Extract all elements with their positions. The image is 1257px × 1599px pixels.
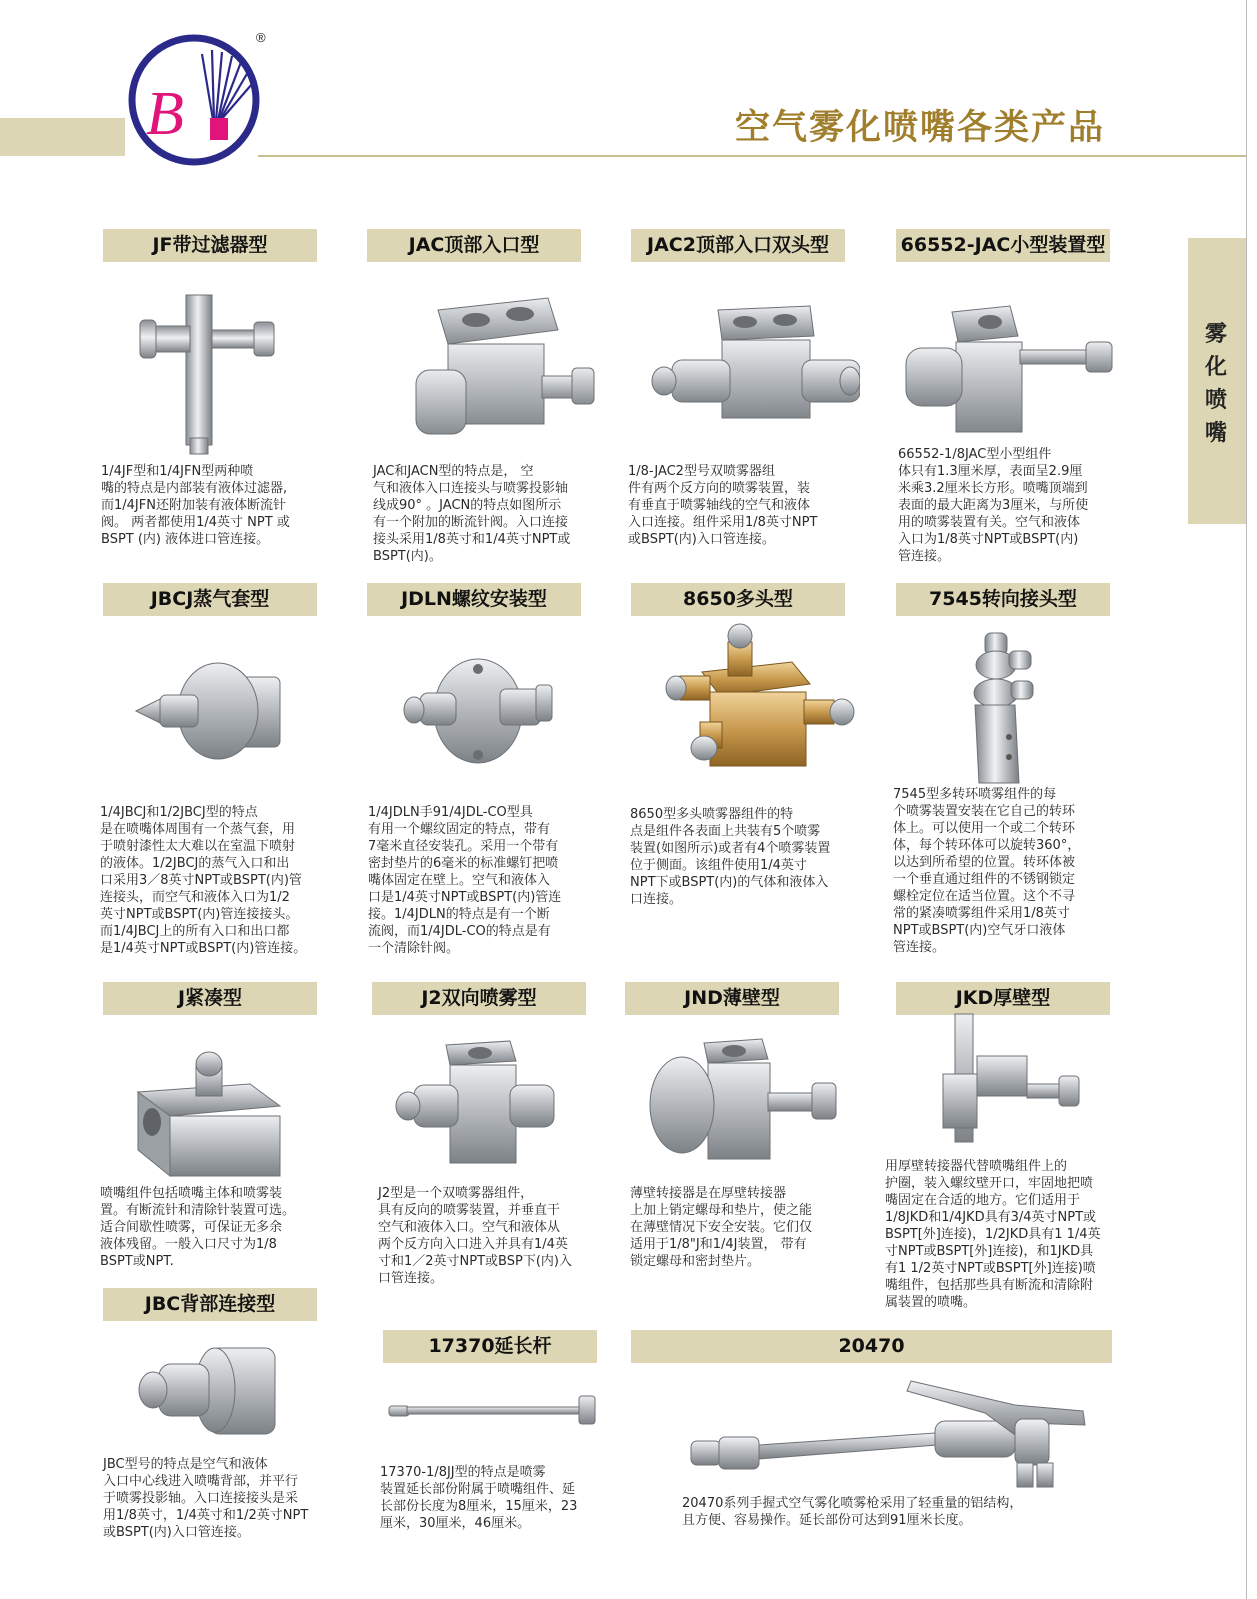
desc-20470: 20470系列手握式空气雾化喷雾枪采用了轻重量的铝结构， 且方便、容易操作。延长部份可达到91厘米长度。 [682, 1496, 1023, 1528]
j-compact-image [130, 1050, 290, 1180]
desc-jac2: 1/8-JAC2型号双喷雾器组 件有两个反方向的喷雾装置，装 有垂直于喷雾轴线的空气和液体 入口连接。组件采用1/8英寸NPT 或BSPT(内)入口管连接。 [628, 464, 818, 547]
section-title-jdln: JDLN螺纹安装型 [367, 583, 581, 616]
page-edge-line [1246, 0, 1247, 1599]
section-title-jbc: JBC背部连接型 [103, 1288, 317, 1321]
desc-jac: JAC和JACN型的特点是， 空 气和液体入口连接头与喷雾投影轴 线成90° 。JACN的特点如图所示 有一个附加的断流针阀。入口连接 接头采用1/8英寸和1/4英寸NPT或 BSPT(内)。 [373, 464, 571, 564]
section-title-20470: 20470 [631, 1330, 1112, 1363]
section-title-66552: 66552-JAC小型装置型 [896, 229, 1110, 262]
section-title-jkd: JKD厚壁型 [896, 982, 1110, 1015]
section-title-8650: 8650多头型 [631, 583, 845, 616]
section-title-jnd: JND薄壁型 [625, 982, 839, 1015]
desc-jf: 1/4JF型和1/4JFN型两种喷 嘴的特点是内部装有液体过滤器, 而1/4JFN还附加装有液体断流针 阀。 两者都使用1/4英寸 NPT 或 BSPT (内) 液体进口管连接。 [101, 464, 290, 547]
desc-7545: 7545型多转环喷雾组件的每 个喷雾装置安装在它自己的转环 体上。可以使用一个或二个转环 体，每个转环体可以旋转360°， 以达到所希望的位置。转环体被 一个垂直通过组件的不锈钢锁定 螺栓定位在适当位置。这个不寻 常的紧凑喷雾组件采用1/8英寸 NPT或BSPT(内)空气牙口液体 管连接。 [893, 787, 1081, 955]
brand-logo [128, 22, 274, 172]
multi-head-8650-image [662, 622, 862, 772]
header-rule [258, 155, 1246, 157]
jac2-nozzle-image [650, 300, 860, 430]
desc-j2: J2型是一个双喷雾器组件， 具有反向的喷雾装置，并垂直干 空气和液体入口。空气和液体从 两个反方向入口进入并具有1/4英 寸和1／2英寸NPT或BSP下(内)入 口管连接。 [378, 1186, 572, 1286]
swivel-7545-image [965, 625, 1045, 785]
section-title-17370: 17370延长杆 [383, 1330, 597, 1363]
section-title-jbcj: JBCJ蒸气套型 [103, 583, 317, 616]
extension-rod-17370-image [383, 1390, 603, 1430]
logo-letter: B [146, 80, 184, 148]
section-title-jac2: JAC2顶部入口双头型 [631, 229, 845, 262]
desc-jdln: 1/4JDLN手91/4JDL-CO型具 有用一个螺纹固定的特点，带有 7毫米直径安装孔。采用一个带有 密封垫片的6毫米的标准螺钉把喷 嘴体固定在壁上。空气和液体入 口是1/4英寸NPT或BSPT(内)管连 接。1/4JDLN的特点是有一个断 流阀，而1/4JDL-CO的特点是有 一个清除针阀。 [368, 805, 562, 956]
desc-17370: 17370-1/8JJ型的特点是喷雾 装置延长部份附属于喷嘴组件、延 长部份长度为8厘米，15厘米，23 厘米，30厘米，46厘米。 [380, 1465, 578, 1531]
j2-dual-spray-image [392, 1035, 562, 1170]
jbcj-nozzle-image [130, 655, 290, 765]
desc-jkd: 用厚壁转接器代替喷嘴组件上的 护圈，装入螺纹壁开口，牢固地把喷 嘴固定在合适的地方。它们适用于 1/8JKD和1/4JKD具有3/4英寸NPT或 BSPT[外]连接)，1/2JKD具有1 1/4英 寸NPT或BSPT[外]连接)，和1JKD具 有1 1/2英寸NPT或BSPT[外]连接)喷 嘴组件，包括那些具有断流和清除附 属装置的喷嘴。 [885, 1159, 1101, 1310]
jnd-thin-wall-image [648, 1035, 843, 1170]
desc-jbc: JBC型号的特点是空气和液体 入口中心线进入喷嘴背部，并平行 于喷雾投影轴。入口连接接头是采 用1/8英寸，1/4英寸和1/2英寸NPT 或BSPT(内)入口管连接。 [103, 1457, 309, 1540]
registered-mark: ® [256, 30, 266, 45]
header-band [0, 118, 125, 156]
desc-jnd: 薄壁转接器是在厚壁转接器 上加上销定螺母和垫片，使之能 在薄壁情况下安全安装。它们仅 适用于1/8"J和1/4J装置， 带有 锁定螺母和密封垫片。 [630, 1186, 813, 1269]
side-category-label: 雾 化 喷 嘴 [1204, 322, 1227, 446]
desc-66552: 66552-1/8JAC型小型组件 体只有1.3厘米厚，表面呈2.9厘 米乘3.2厘米长方形。喷嘴顶端到 表面的最大距离为3厘米，与所使 用的喷雾装置有关。空气和液体 入口为1/8英寸NPT或BSPT(内) 管连接。 [898, 447, 1089, 564]
jf-nozzle-image [130, 290, 290, 458]
jbc-back-connect-image [135, 1342, 285, 1442]
jac-nozzle-image [398, 290, 598, 455]
jdln-nozzle-image [400, 655, 560, 770]
jac-66552-nozzle-image [900, 300, 1115, 440]
jkd-thick-wall-image [935, 1010, 1085, 1145]
desc-8650: 8650型多头喷雾器组件的特 点是组件各表面上共装有5个喷雾 装置(如图所示)或者有4个喷雾装置 位于侧面。该组件使用1/4英寸 NPT下或BSPT(内)的气体和液体入 口连接。 [630, 807, 831, 907]
page-title: 空气雾化喷嘴各类产品 [735, 108, 1106, 148]
section-title-jac: JAC顶部入口型 [367, 229, 581, 262]
hand-spray-gun-20470-image [685, 1375, 1095, 1490]
section-title-j2: J2双向喷雾型 [372, 982, 586, 1015]
section-title-jf: JF带过滤器型 [103, 229, 317, 262]
section-title-7545: 7545转向接头型 [896, 583, 1110, 616]
desc-j: 喷嘴组件包括喷嘴主体和喷雾装 置。有断流针和清除针装置可选。 适合间歇性喷雾，可保证无多余 液体残留。一般入口尺寸为1/8 BSPT或NPT. [100, 1186, 296, 1269]
desc-jbcj: 1/4JBCJ和1/2JBCJ型的特点 是在喷嘴体周围有一个蒸气套，用 于喷射漆性太大难以在室温下喷射 的液体。1/2JBCJ的蒸气入口和出 口采用3／8英寸NPT或BSPT(内)管 连接头，而空气和液体入口为1/2 英寸NPT或BSPT(内)管连接接头。 而1/4JBCJ上的所有入口和出口都 是1/4英寸NPT或BSPT(内)管连接。 [100, 805, 307, 956]
section-title-j: J紧凑型 [103, 982, 317, 1015]
